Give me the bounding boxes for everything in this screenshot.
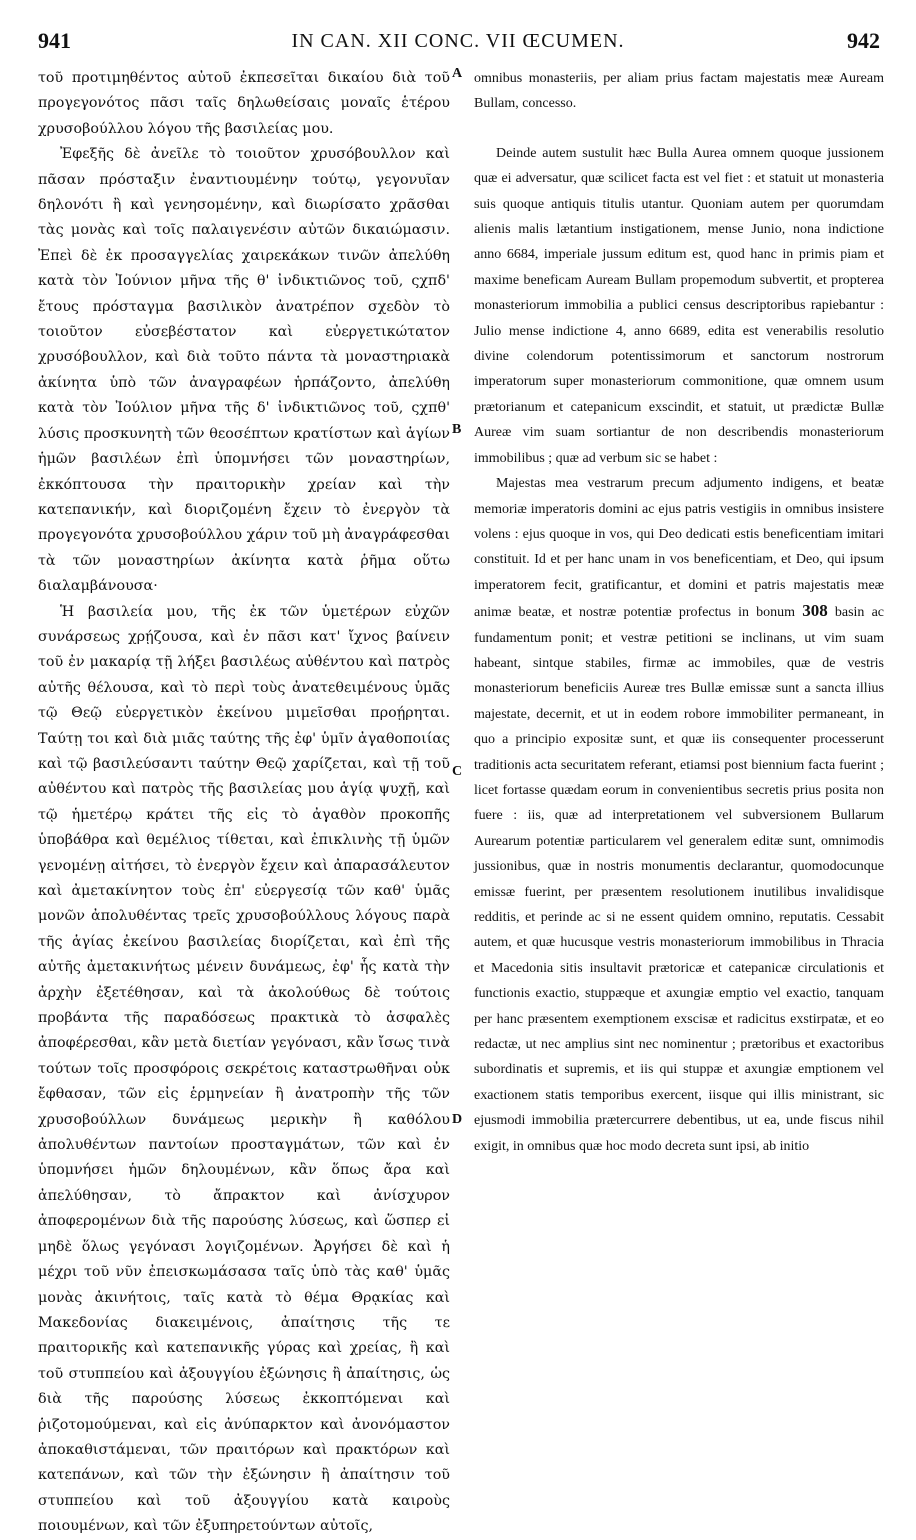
margin-marker-b: B xyxy=(452,422,462,437)
latin-paragraph-3-start: Majestas mea vestrarum precum adjumento indigens, et beatæ memoriæ imperatoris domini ac ejus patris vestigiis in omnibus insistere volens : ejus quoque in vos, qui Deo dedicati estis beneficentiam imitari constituit. Id et per hanc unam in vos beneficentiam, et Deo, qui ipsum imperatorem fecit, gratificantur, et domini et patris majestatis meæ animæ beatæ, et nostræ potentiæ profectus in bonum xyxy=(474,476,884,621)
margin-marker-a: A xyxy=(452,66,463,81)
page-header xyxy=(0,28,916,58)
greek-column xyxy=(38,66,450,1540)
page-number-right: 942 xyxy=(847,28,880,53)
margin-marker-d: D xyxy=(452,1112,463,1127)
latin-paragraph-2: Deinde autem sustulit hæc Bulla Aurea omnem quoque jussionem quæ ei adversatur, quæ scilicet facta est vel fiet : et statuit ut monasteria suis quoque antiquis titulis utantur. Quoniam autem per quorumdam alienis malis lætantium instigationem, mense Junio, nona indictione anno 6684, imperiale jussum editum est, quod hanc in primis piam et maxime beneficam Auream Bullam propemodum subvertit, et propterea monasteriorum immobilia a publici census descriptoribus rapiebantur : Julio mense indictione 4, anno 6689, edita est venerabilis resolutio divine colendorum potentissimorum et sanctorum nostrorum imperatorum super monasteriorum commonitione, quæ omnem usum prætorianum et catepanicum exscindit, et statuit, ut prædictæ Bullæ Aureæ vim suam sortiantur de non describendis monasteriorum immobilibus ; quæ ad verbum sic se habet : xyxy=(474,145,884,466)
latin-column xyxy=(474,66,884,1159)
margin-marker-c: C xyxy=(452,764,463,779)
latin-paragraph-3 xyxy=(474,471,884,1159)
latin-paragraph-3-end: basin ac fundamentum ponit; et vestræ petitioni se inclinans, ut vim suam habeant, sintque stabiles, firmæ ac immobiles, quæ de vestris monasteriorum beneficiis Aureæ tres Bullæ emissæ sunt a sancta illius majestate, decernit, et ut in eodem robore immobiliter permaneant, in quo a principio expositæ sunt, et quæ iis consequenter processerunt traditionis acta securitatem referant, etiamsi post biennium facta fuerint ; licet fortasse quædam eorum in convenientibus secretis prius posita non fuere : iis, quæ ad interpretationem vel subversionem Bullarum Aurearum potentiæ particularem vel generalem editæ sunt, omnimodis jussionibus, quæ in nostris monumentis declarantur, quomodocunque emissæ fuerint, per præsentem resolutionem inutilibus invalidisque redditis, et perinde ac si ne essent quidem omnino, reputatis. Cessabit autem, et quæ hucusque vestris monasteriorum immobilibus in Thracia et Macedonia sitis insultavit prætoricæ et catepanicæ circulationis et functionis exactio, stuppæque et axungiæ emptio vel exactio, tanquam per hanc præsentem exemptionem exscisæ et radicitus exstirpatæ, et eo redactæ, ut nec amplius sint nec nominentur ; prætoribus et exactoribus subordinatis et supremis, et iis qui stuppæ et axungiæ emptionem vel exactionem statis temporibus exercent, iisque qui illis ministrant, sic ejusmodi immobilia prætercurrere debentibus, ut ea, unde fiscus nihil exigit, in omnibus quæ hoc modo decreta sunt ipsi, ab initio xyxy=(474,605,885,1154)
greek-paragraph-2: Ἐφεξῆς δὲ ἀνεῖλε τὸ τοιοῦτον χρυσόβουλλον καὶ πᾶσαν πρόσταξιν ἐναντιουμένην τούτῳ, γεγονυῖαν δηλονότι ἢ καὶ γενησομένην, καὶ διωρίσατο χρᾶσθαι τὰς μονὰς καὶ τοῖς παλαιγενέσιν αὐτῶν δικαιώμασιν. Ἐπεὶ δὲ ἐκ προσαγγελίας χαιρεκάκων τινῶν ἀπελύθη κατὰ τὸν Ἰούνιον μῆνα τῆς θ' ἰνδικτιῶνος τοῦ, ςχπδ' ἔτους πρόσταγμα βασιλικὸν ἀνατρέπον σχεδὸν τὸ τοιοῦτον εὐσεβέστατον καὶ εὐεργετικώτατον χρυσόβουλλον, καὶ διὰ τοῦτο πάντα τὰ μοναστηριακὰ ἀκίνητα ὑπὸ τῶν ἀναγραφέων ἡρπάζοντο, ἀπελύθη κατὰ τὸν Ἰούλιον μῆνα τῆς δ' ἰνδικτιῶνος τοῦ, ςχπθ' λύσις προσκυνητὴ τῶν θεοσέπτων κρατίστων καὶ ἁγίων ἡμῶν βασιλέων ἐπὶ ὑπομνήσει τῶν μοναστηρίων, ἐκκόπτουσα τὴν πραιτορικὴν χρείαν καὶ τὴν κατεπανικήν, καὶ διοριζομένη ἔχειν τὸ ἐνεργὸν τὰ προγεγονότα χρυσοβούλλου χάριν τοῦ μὴ ἀναγράφεσθαι τὰ τῶν μοναστηρίων ἀκίνητα κατὰ ῥῆμα οὕτω διαλαμβάνουσα· xyxy=(38,146,450,595)
running-title: IN CAN. XII CONC. VII ŒCUMEN. xyxy=(291,30,625,52)
page-number-left: 941 xyxy=(38,28,71,53)
latin-paragraph-1: omnibus monasteriis, per aliam prius factam majestatis meæ Auream Bullam, concesso. xyxy=(474,71,884,112)
greek-paragraph-1: τοῦ προτιμηθέντος αὐτοῦ ἐκπεσεῖται δικαίου διὰ τοῦ προγεγονότος πᾶσι ταῖς δηλωθείσαις μοναῖς ἑτέρου χρυσοβούλλου λόγου τῆς βασιλείας μου. xyxy=(38,70,450,137)
column-number: 308 xyxy=(802,601,828,621)
greek-paragraph-3: Ἡ βασιλεία μου, τῆς ἐκ τῶν ὑμετέρων εὐχῶν συνάρσεως χρῄζουσα, καὶ ἐν πᾶσι κατ' ἴχνος βαίνειν τοῦ ἐν μακαρίᾳ τῇ λήξει βασιλέως αὐθέντου καὶ πατρὸς αὐτῆς θέλουσα, καὶ τὸ περὶ τοὺς ἀνατεθειμένους ὑμᾶς τῷ Θεῷ εὐεργετικὸν ἐκείνου μιμεῖσθαι προῄρηται. Ταύτῃ τοι καὶ διὰ μιᾶς ταύτης τῆς ἐφ' ὑμῖν ἀγαθοποιίας καὶ τῷ βασιλεύσαντι ταύτην Θεῷ χαρίζεται, καὶ τῇ τοῦ αὐθέντου καὶ πατρὸς τῆς βασιλείας μου ἁγίᾳ ψυχῇ, καὶ τῷ ἡμετέρῳ κράτει τῆς εἰς τὸ ἀγαθὸν προκοπῆς ὑποβάθρα καὶ θεμέλιος τίθεται, καὶ ἐπικλινὴς τῇ ὑμῶν γενομένῃ αἰτήσει, τὸ ἐνεργὸν ἔχειν καὶ ἀπαρασάλευτον καὶ ἀμετακίνητον τοὺς ἐπ' εὐεργεσίᾳ τῶν καθ' ὑμᾶς μονῶν ἀπολυθέντας τρεῖς χρυσοβούλλους λόγους παρὰ τῆς ἁγίας ἐκείνου βασιλείας διορίζεται, καὶ ἐπὶ τῆς αὐτῆς ἀμετακινήτως μένειν δυνάμεως, ἐφ' ἧς κατὰ τὴν ἀρχὴν ἐξετέθησαν, καὶ τὰ ἀκολούθως δὲ τούτοις προβάντα τῆς παραδόσεως πρακτικὰ τὸ ἀσφαλὲς ἀποφέρεσθαι, κἂν μετὰ διετίαν γεγόνασι, κἂν ἴσως τινὰ τούτων τοῖς προσφόροις σεκρέτοις καταστρωθῆναι οὐκ ἔφθασαν, τῶν εἰς ἑρμηνείαν ἢ ἀνατροπὴν τῆς τῶν χρυσοβούλλων δυνάμεως μερικὴν ἢ καθόλου ἀπολυθέντων παντοίων προσταγμάτων, τῶν καὶ ἐν ὑπομνήσει ἡμῶν δηλουμένων, κἂν ὅπως ἄρα καὶ ἀπελύθησαν, τὸ ἄπρακτον καὶ ἀνίσχυρον ἀποφερομένων διὰ τῆς παρούσης λύσεως, καὶ ὥσπερ εἰ μηδὲ ὅλως γεγόνασι λογιζομένων. Ἀργήσει δὲ καὶ ἡ μέχρι τοῦ νῦν ἐπεισκωμάσασα ταῖς ὑπὸ τὰς καθ' ὑμᾶς μονὰς ἀκινήτοις, ταῖς κατὰ τὸ θέμα Θρᾳκίας καὶ Μακεδονίας διακειμένοις, ἀπαίτησις τῆς τε πραιτορικῆς καὶ κατεπανικῆς γύρας καὶ χρείας, ἢ καὶ τοῦ στυππείου καὶ ἀξουγγίου ἐξώνησις ἢ ἀπαίτησις, ὡς διὰ τῆς παρούσης λύσεως ἐκκοπτόμεναι καὶ ῥιζοτομούμεναι, καὶ εἰς ἀνύπαρκτον καὶ ἀνονόμαστον ἀποκαθιστάμεναι, τῶν πραιτόρων καὶ πρακτόρων καὶ κατεπάνων, καὶ τῶν τὴν ἐξώνησιν ἢ ἀπαίτησιν τοῦ στυππείου καὶ τοῦ ἀξουγγίου κατὰ καιροὺς ποιουμένων, καὶ τῶν ἐξυπηρετούντων αὐτοῖς, xyxy=(38,603,450,1535)
